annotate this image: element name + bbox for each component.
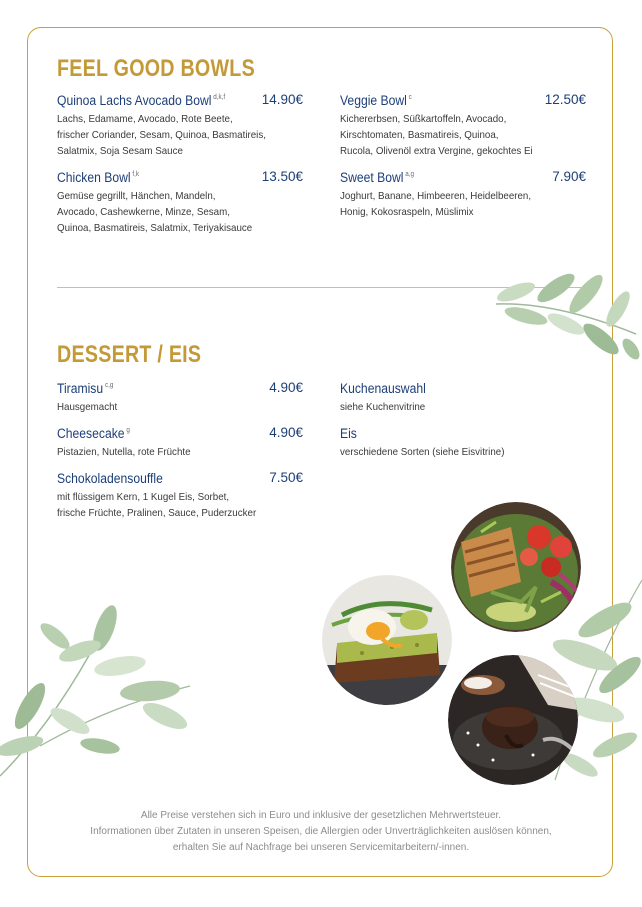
item-price: 14.90€ <box>261 92 303 107</box>
item-name: Quinoa Lachs Avocado Bowl $^{d,k,f}$ <box>57 93 226 108</box>
section-title-dessert: DESSERT / EIS <box>57 341 202 368</box>
item-price: 4.90€ <box>269 425 303 440</box>
footer-note: Alle Preise verstehen sich in Euro und inklusive der gesetzlichen Mehrwertsteuer. Informationen über Zutaten in unseren Speisen, die Allergien oder Unverträglichkeiten auslösen können, erhalten Sie auf Nachfrage bei unseren Servicemitarbeitern/-innen. <box>90 810 552 853</box>
item-description: siehe Kuchenvitrine <box>340 401 426 413</box>
allergen-codes: c,g <box>104 382 114 389</box>
item-description: Hausgemacht <box>57 401 118 413</box>
menu-item <box>340 380 586 415</box>
leaf-branch-icon <box>0 596 200 786</box>
item-price: 7.90€ <box>552 169 586 184</box>
item-name: Eis <box>340 426 357 441</box>
avocado-toast-photo <box>322 575 452 705</box>
item-description: Pistazien, Nutella, rote Früchte <box>57 446 191 458</box>
menu-item <box>340 92 586 159</box>
item-price: 12.50€ <box>544 92 586 107</box>
menu-item <box>340 425 586 460</box>
menu-item <box>57 425 303 460</box>
menu-item <box>57 92 303 159</box>
item-name: Tiramisu $^{c,g}$ <box>57 381 114 396</box>
item-name: Veggie Bowl $^c$ <box>340 93 412 108</box>
menu-item <box>57 169 303 236</box>
item-name: Chicken Bowl $^{f,k}$ <box>57 170 140 185</box>
item-name: Schokoladensouffle <box>57 471 163 486</box>
chocolate-souffle-photo <box>448 655 578 785</box>
salad-photo <box>451 502 581 632</box>
allergen-codes: g <box>126 427 130 434</box>
item-price: 4.90€ <box>269 380 303 395</box>
item-price: 7.50€ <box>269 470 303 485</box>
section-title-bowls: FEEL GOOD BOWLS <box>57 55 255 82</box>
item-description: Lachs, Edamame, Avocado, Rote Beete, frischer Coriander, Sesam, Quinoa, Basmatireis, Salatmix, Soja Sesam Sauce <box>57 113 266 157</box>
menu-item <box>57 470 303 521</box>
item-price: 13.50€ <box>261 169 303 184</box>
item-description: Kichererbsen, Süßkartoffeln, Avocado, Kirschtomaten, Basmatireis, Quinoa, Rucola, Olivenöl extra Vergine, gekochtes Ei <box>340 113 533 157</box>
allergen-codes: c <box>408 94 412 101</box>
item-description: mit flüssigem Kern, 1 Kugel Eis, Sorbet, frische Früchte, Pralinen, Sauce, Puderzucker <box>57 491 257 519</box>
menu-item <box>57 380 303 415</box>
allergen-codes: d,k,f <box>213 94 226 101</box>
allergen-codes: f,k <box>132 171 140 178</box>
leaf-branch-icon <box>486 264 642 364</box>
item-description: Gemüse gegrillt, Hänchen, Mandeln, Avocado, Cashewkerne, Minze, Sesam, Quinoa, Basmatireis, Salatmix, Teriyakisauce <box>57 190 253 234</box>
menu-item <box>340 169 586 220</box>
item-description: verschiedene Sorten (siehe Eisvitrine) <box>340 446 505 458</box>
item-name: Kuchenauswahl <box>340 381 426 396</box>
item-name: Cheesecake $^g$ <box>57 426 130 441</box>
allergen-codes: a,g <box>405 171 415 178</box>
item-name: Sweet Bowl $^{a,g}$ <box>340 170 415 185</box>
item-description: Joghurt, Banane, Himbeeren, Heidelbeeren, Honig, Kokosraspeln, Müslimix <box>340 190 532 218</box>
